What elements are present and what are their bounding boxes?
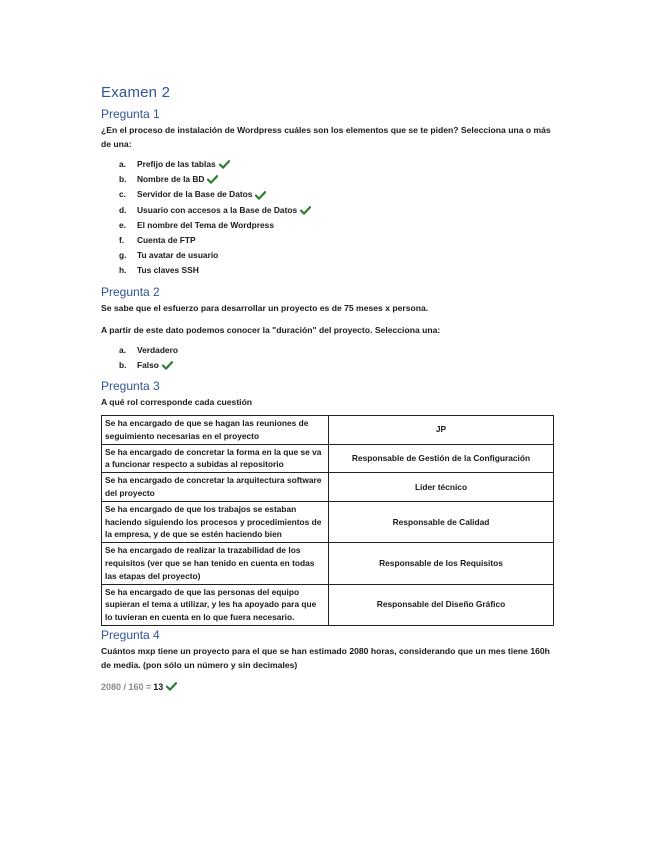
option-label: Falso xyxy=(137,359,159,370)
option-letter: f. xyxy=(119,235,125,246)
option-label: El nombre del Tema de Wordpress xyxy=(137,219,274,230)
table-row xyxy=(102,501,554,542)
checkmark-icon xyxy=(207,175,218,184)
checkmark-icon xyxy=(162,361,173,370)
table-row xyxy=(102,543,554,584)
row-answer: Responsable del Diseño Gráfico xyxy=(329,584,554,625)
option-letter: b. xyxy=(119,359,127,370)
row-question: Se ha encargado de que los trabajos se estaban haciendo siguiendo los procesos y procedimientos de la empresa, y de que se estén haciendo bien xyxy=(102,501,329,542)
question-4-result xyxy=(101,682,561,692)
question-2-options xyxy=(101,343,561,373)
option-label: Nombre de la BD xyxy=(137,174,205,185)
option-label: Servidor de la Base de Datos xyxy=(137,189,253,200)
option-letter: b. xyxy=(119,174,127,185)
row-answer: Responsable de Gestión de la Configuración xyxy=(329,444,554,473)
checkmark-icon xyxy=(219,160,230,169)
question-4-answer: 13 xyxy=(153,681,164,692)
question-4-formula: 2080 / 160 = xyxy=(101,681,152,692)
option-item xyxy=(119,157,561,172)
row-answer: Responsable de Calidad xyxy=(329,501,554,542)
question-3-heading: Pregunta 3 xyxy=(101,379,160,394)
option-item xyxy=(119,263,561,278)
option-label: Verdadero xyxy=(137,344,178,355)
row-question: Se ha encargado de que las personas del equipo supieran el tema a utilizar, y les ha apoyado para que lo tuvieran en cuenta en lo que fuera necesario. xyxy=(102,584,329,625)
option-letter: d. xyxy=(119,204,127,215)
question-1-heading: Pregunta 1 xyxy=(101,107,160,121)
option-letter: h. xyxy=(119,265,127,276)
row-answer: JP xyxy=(329,416,554,445)
question-3-text: A qué rol corresponde cada cuestión xyxy=(101,397,253,408)
table-row xyxy=(102,473,554,502)
option-item xyxy=(119,187,561,202)
row-answer: Responsable de los Requisitos xyxy=(329,543,554,584)
option-item xyxy=(119,172,561,187)
option-item xyxy=(119,248,561,263)
option-label: Tu avatar de usuario xyxy=(137,250,219,261)
question-4-heading: Pregunta 4 xyxy=(101,627,160,642)
checkmark-icon xyxy=(166,682,177,691)
option-letter: a. xyxy=(119,159,126,169)
exam-title: Examen 2 xyxy=(101,84,171,101)
question-1-options xyxy=(101,157,561,279)
option-letter: a. xyxy=(119,344,126,355)
option-item xyxy=(119,343,561,358)
row-answer: Líder técnico xyxy=(329,473,554,502)
checkmark-icon xyxy=(255,191,266,200)
row-question: Se ha encargado de concretar la arquitectura software del proyecto xyxy=(102,473,329,502)
exam-page xyxy=(101,84,561,692)
table-row xyxy=(102,444,554,473)
question-1 xyxy=(101,107,561,279)
option-item xyxy=(119,203,561,218)
matching-table xyxy=(101,415,554,626)
option-letter: c. xyxy=(119,189,126,200)
question-4 xyxy=(101,628,561,692)
option-letter: g. xyxy=(119,250,127,261)
option-label: Prefijo de las tablas xyxy=(137,159,216,169)
option-item xyxy=(119,233,561,248)
option-item xyxy=(119,218,561,233)
row-question: Se ha encargado de realizar la trazabilidad de los requisitos (ver que se han tenido en cuenta en todas las etapas del proyecto) xyxy=(102,543,329,584)
table-row xyxy=(102,584,554,625)
row-question: Se ha encargado de que se hagan las reuniones de seguimiento necesarias en el proyecto xyxy=(102,416,329,445)
checkmark-icon xyxy=(300,206,311,215)
row-question: Se ha encargado de concretar la forma en la que se va a funcionar respecto a subidas al repositorio xyxy=(102,444,329,473)
table-row xyxy=(102,416,554,445)
question-2 xyxy=(101,285,561,373)
question-4-text: Cuántos mxp tiene un proyecto para el que se han estimado 2080 horas, considerando que un mes tiene 160h de media. (pon sólo un número y sin decimales) xyxy=(101,645,550,670)
option-item xyxy=(119,358,561,373)
question-2-heading: Pregunta 2 xyxy=(101,284,160,299)
option-letter: e. xyxy=(119,219,126,230)
option-label: Tus claves SSH xyxy=(137,265,199,276)
question-2-text-2: A partir de este dato podemos conocer la "duración" del proyecto. Selecciona una: xyxy=(101,324,441,335)
question-1-text: ¿En el proceso de instalación de Wordpress cuáles son los elementos que se te piden? Selecciona una o más de una: xyxy=(101,125,551,149)
question-2-text-1: Se sabe que el esfuerzo para desarrollar un proyecto es de 75 meses x persona. xyxy=(101,302,429,313)
option-label: Cuenta de FTP xyxy=(137,235,196,246)
question-3 xyxy=(101,379,561,626)
option-label: Usuario con accesos a la Base de Datos xyxy=(137,204,298,215)
